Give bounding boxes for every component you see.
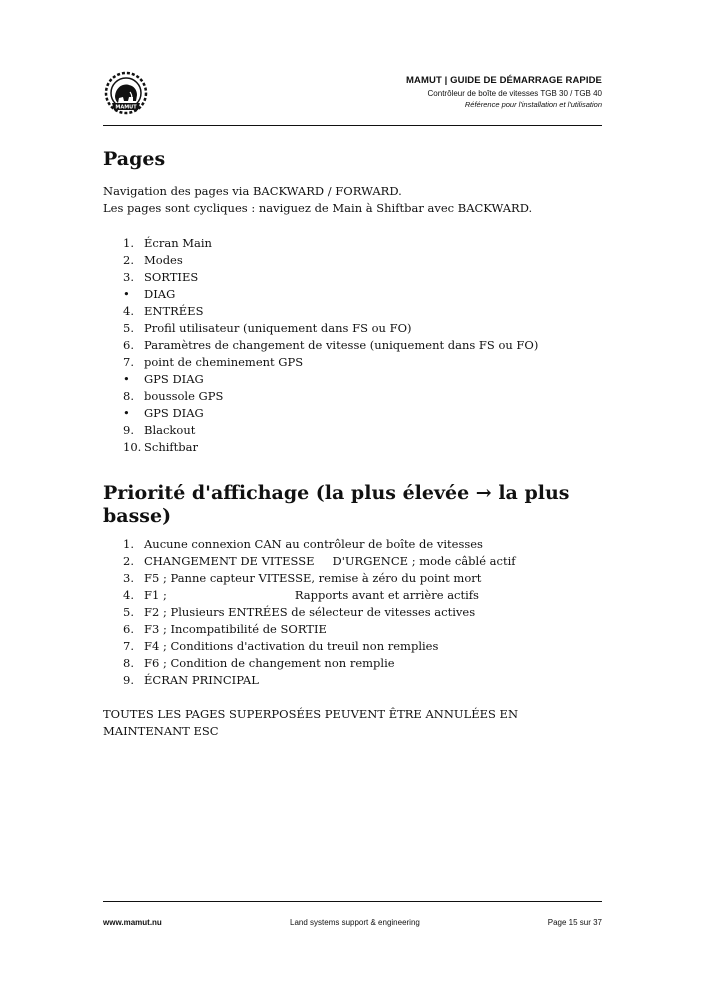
page-content <box>103 148 602 740</box>
list-item: 4. F1 ; Rapports avant et arrière actifs <box>123 588 479 603</box>
pages-intro-line: Navigation des pages via BACKWARD / FORWARD. <box>103 183 402 198</box>
list-item: 9. ÉCRAN PRINCIPAL <box>123 673 259 688</box>
list-item: 2. CHANGEMENT DE VITESSE D'URGENCE ; mode câblé actif <box>123 554 516 569</box>
list-item: 8. boussole GPS <box>123 388 224 403</box>
list-item: 2. Modes <box>123 252 183 267</box>
list-item: 10. Schiftbar <box>123 439 198 454</box>
pages-intro-line: Les pages sont cycliques : naviguez de Main à Shiftbar avec BACKWARD. <box>103 200 533 215</box>
list-item: 9. Blackout <box>123 422 196 437</box>
list-item: 5. Profil utilisateur (uniquement dans FS ou FO) <box>123 320 412 335</box>
page-header <box>103 64 602 126</box>
list-item: 1. Aucune connexion CAN au contrôleur de boîte de vitesses <box>123 537 483 552</box>
footer-divider <box>103 901 602 902</box>
list-item: • DIAG <box>123 286 176 301</box>
list-item: 7. point de cheminement GPS <box>123 354 304 369</box>
list-item: 6. Paramètres de changement de vitesse (uniquement dans FS ou FO) <box>123 337 539 352</box>
escape-note: TOUTES LES PAGES SUPERPOSÉES PEUVENT ÊTRE ANNULÉES EN MAINTENANT ESC <box>103 707 519 739</box>
header-title: MAMUT | GUIDE DE DÉMARRAGE RAPIDE <box>406 75 602 86</box>
list-item: 3. SORTIES <box>123 269 199 284</box>
footer-tagline: Land systems support & engineering <box>290 918 420 927</box>
list-item: 7. F4 ; Conditions d'activation du treuil non remplies <box>123 639 439 654</box>
header-reference: Référence pour l'installation et l'utilisation <box>464 100 602 109</box>
svg-text:MAMUT: MAMUT <box>115 104 137 111</box>
priority-list <box>103 536 602 689</box>
page-footer <box>103 918 602 932</box>
header-divider <box>103 125 602 126</box>
list-item: 3. F5 ; Panne capteur VITESSE, remise à zéro du point mort <box>123 571 482 586</box>
pages-heading: Pages <box>103 148 166 170</box>
mamut-logo <box>103 70 149 116</box>
pages-list <box>103 235 602 456</box>
list-item: 1. Écran Main <box>123 235 212 250</box>
footer-page-number: Page 15 sur 37 <box>547 918 602 927</box>
list-item: 5. F2 ; Plusieurs ENTRÉES de sélecteur de vitesses actives <box>123 605 476 620</box>
priority-heading: Priorité d'affichage (la plus élevée → la plus basse) <box>103 481 570 527</box>
list-item: • GPS DIAG <box>123 405 204 420</box>
list-item: • GPS DIAG <box>123 371 204 386</box>
list-item: 8. F6 ; Condition de changement non remplie <box>123 656 395 671</box>
header-subtitle: Contrôleur de boîte de vitesses TGB 30 / TGB 40 <box>427 89 602 98</box>
list-item: 4. ENTRÉES <box>123 303 204 318</box>
footer-website: www.mamut.nu <box>103 918 162 927</box>
list-item: 6. F3 ; Incompatibilité de SORTIE <box>123 622 327 637</box>
